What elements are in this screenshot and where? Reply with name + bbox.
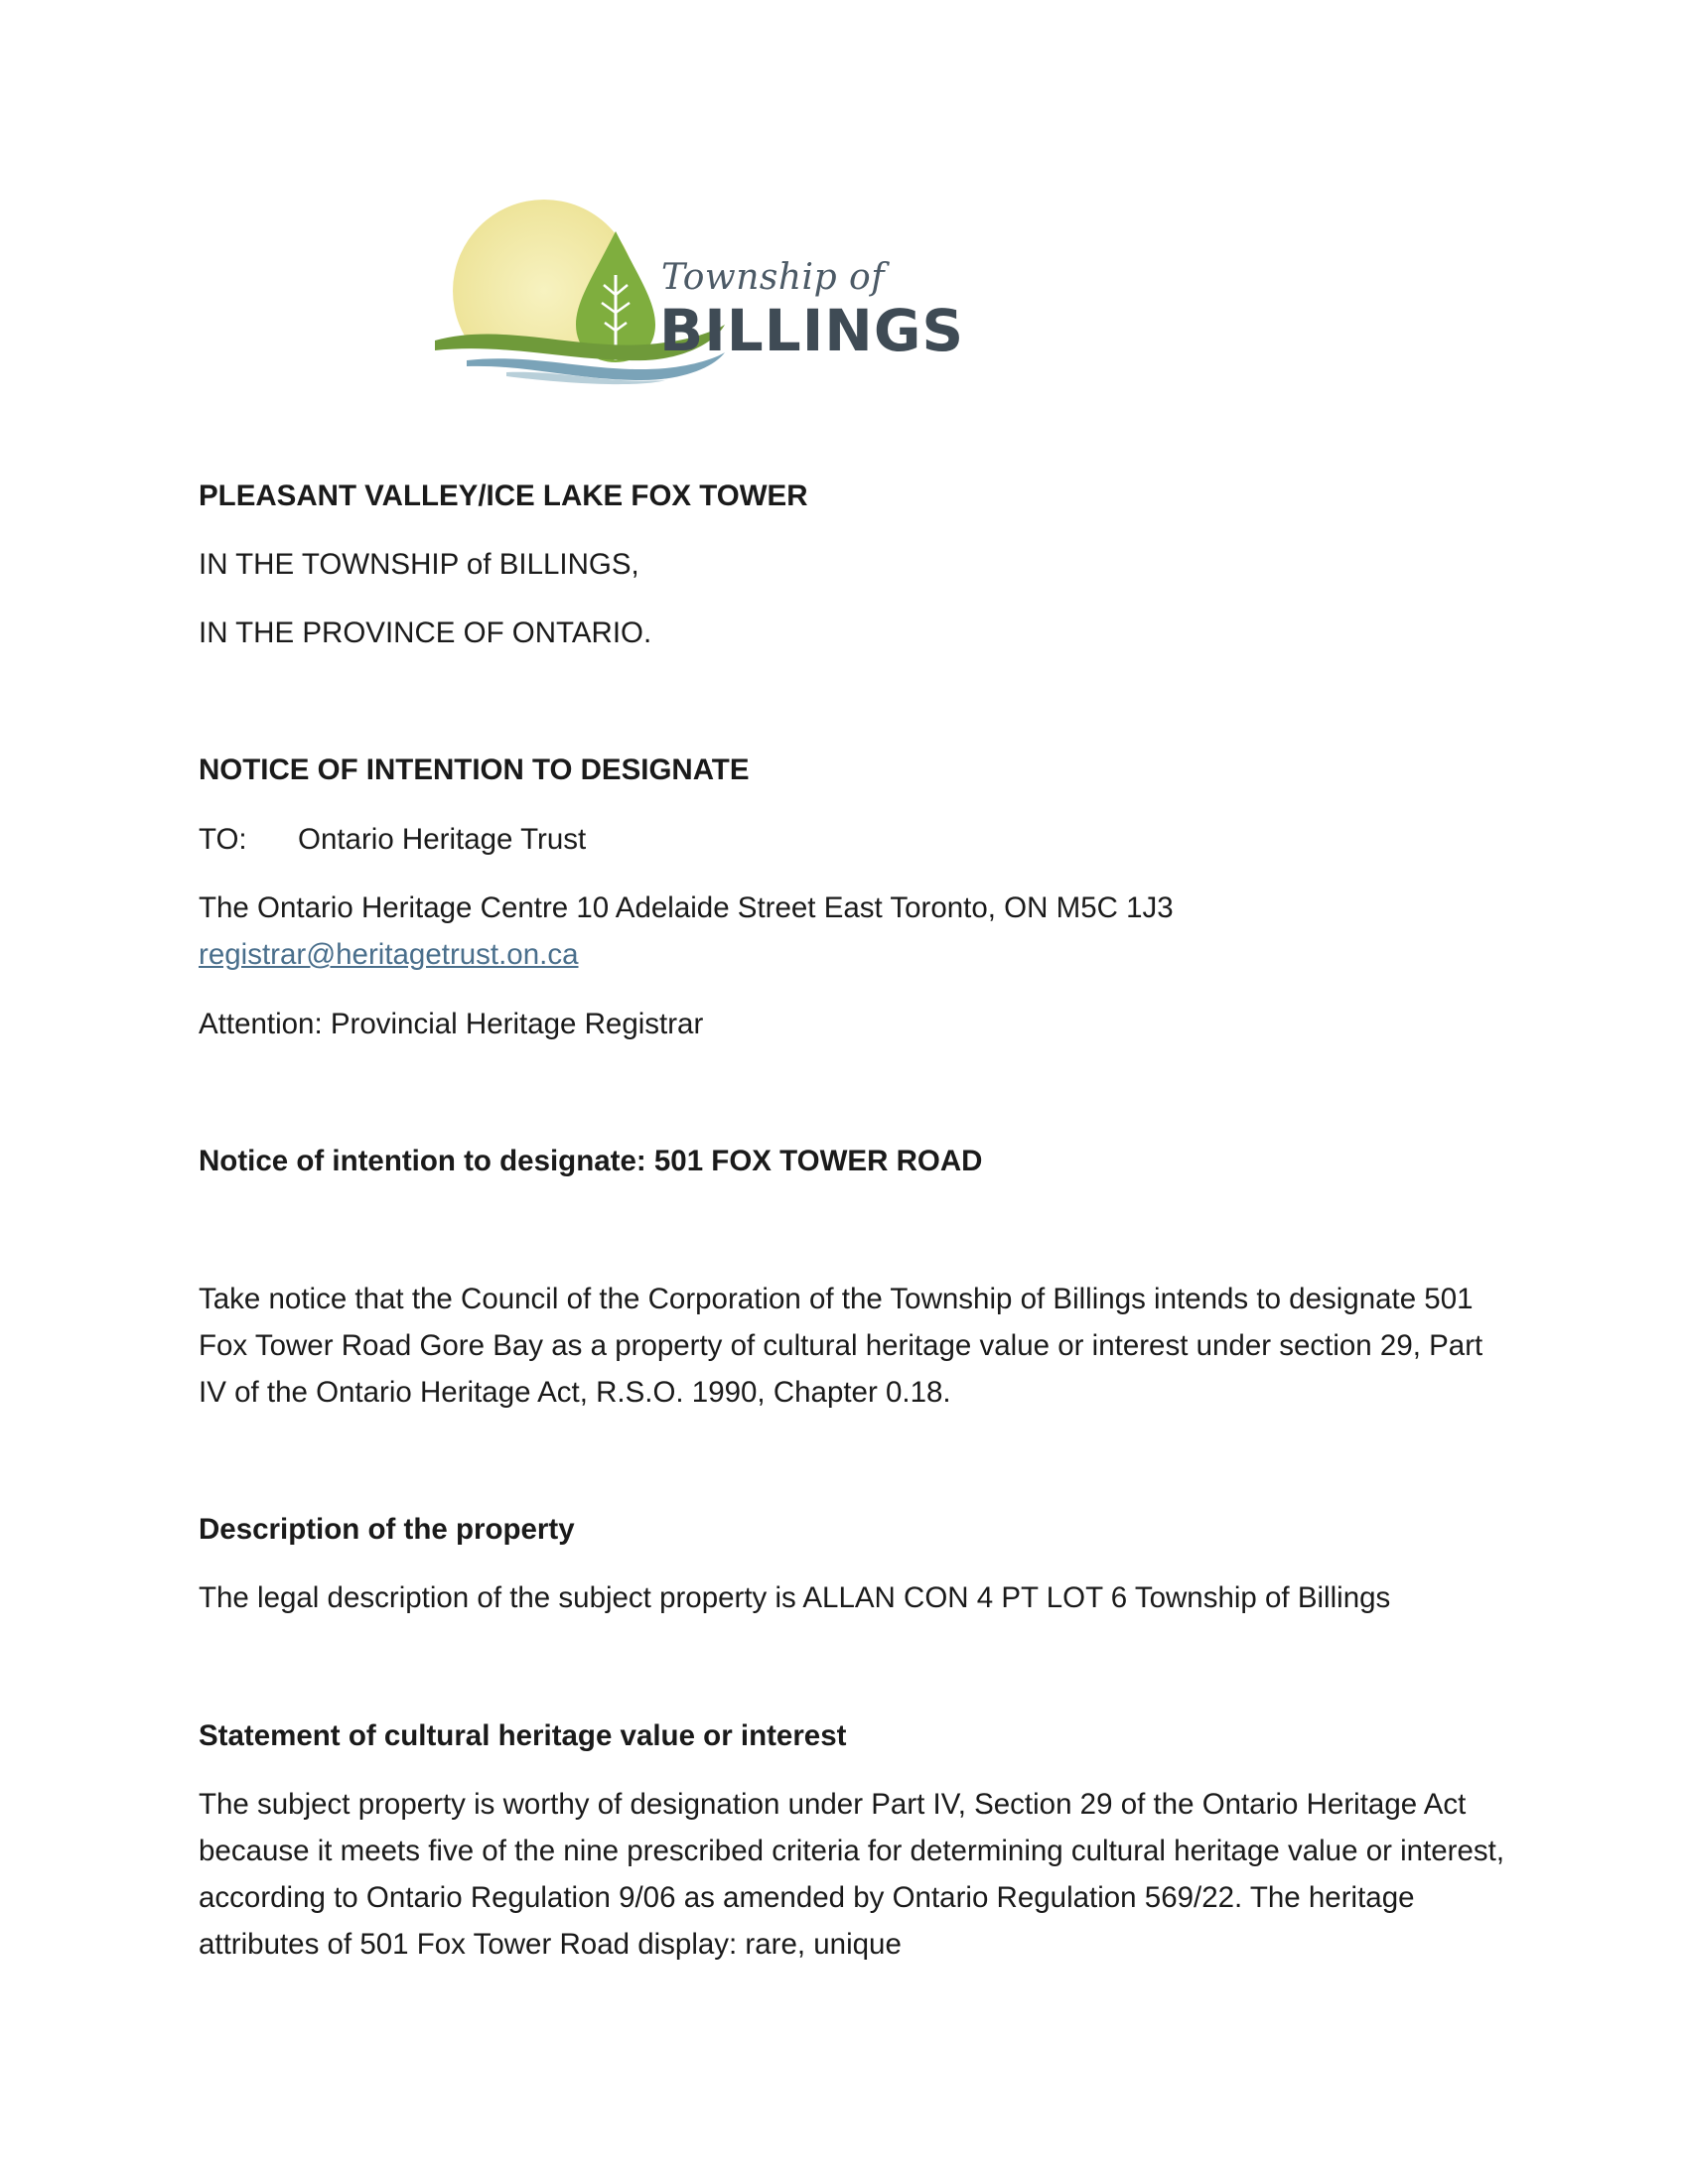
heading-line-province: IN THE PROVINCE OF ONTARIO. <box>199 616 652 649</box>
subject-title: Notice of intention to designate: 501 FOX TOWER ROAD <box>199 1145 983 1177</box>
township-logo <box>427 194 965 387</box>
email-line <box>199 931 578 978</box>
to-line <box>199 816 586 863</box>
recipient-address: The Ontario Heritage Centre 10 Adelaide Street East Toronto, ON M5C 1J3 <box>199 891 1174 924</box>
logo-script-text: Township of <box>661 257 886 298</box>
document-title: PLEASANT VALLEY/ICE LAKE FOX TOWER <box>199 479 808 512</box>
statement-paragraph: The subject property is worthy of designation under Part IV, Section 29 of the Ontario Heritage Act because it meets five of the nine prescribed criteria for determining cultural heritage value or interest, according to Ontario Regulation 9/06 as amended by Ontario Regulation 569/22. The heritage attributes of 501 Fox Tower Road display: rare, unique <box>199 1788 1505 1961</box>
statement-title: Statement of cultural heritage value or interest <box>199 1719 847 1752</box>
to-label: TO: <box>199 823 247 856</box>
registrar-email-link[interactable]: registrar@heritagetrust.on.ca <box>199 938 579 971</box>
attention-line: Attention: Provincial Heritage Registrar <box>199 1008 704 1040</box>
to-recipient: Ontario Heritage Trust <box>298 823 587 856</box>
description-title: Description of the property <box>199 1513 575 1546</box>
logo-name-text: BILLINGS <box>659 297 965 364</box>
subject-paragraph: Take notice that the Council of the Corporation of the Township of Billings intends to designate 501 Fox Tower Road Gore Bay as a property of cultural heritage value or interest under section 29, Part IV of the Ontario Heritage Act, R.S.O. 1990, Chapter 0.18. <box>199 1283 1483 1409</box>
notice-title: NOTICE OF INTENTION TO DESIGNATE <box>199 753 750 786</box>
heading-line-township: IN THE TOWNSHIP of BILLINGS, <box>199 548 639 581</box>
description-paragraph: The legal description of the subject property is ALLAN CON 4 PT LOT 6 Township of Billings <box>199 1581 1391 1614</box>
